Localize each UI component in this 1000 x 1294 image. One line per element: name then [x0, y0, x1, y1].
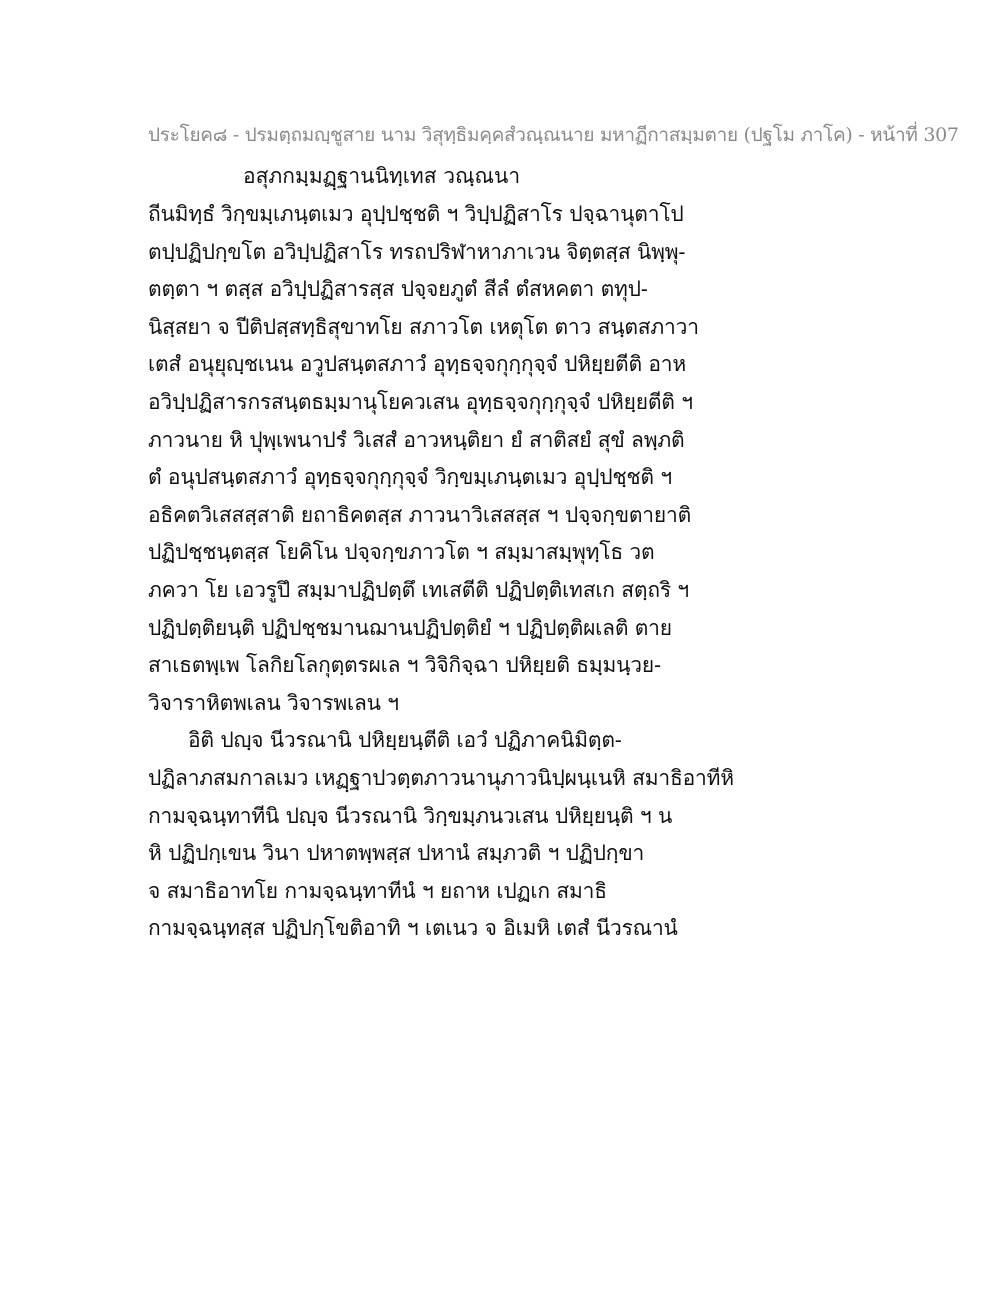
text-line: วิจาราหิตพเลน วิจารพเลน ฯ — [148, 690, 399, 715]
text-line: ปฏิปชฺชนฺตสฺส โยคิโน ปจฺจกฺขภาวโต ฯ สมฺมาสมฺพุทฺโธ วต — [148, 540, 655, 565]
text-line: ตตฺตา ฯ ตสฺส อวิปฺปฏิสารสฺส ปจฺจยภูตํ สีลํ ตํสหคตา ตทุป- — [148, 277, 648, 302]
running-header: ประโยค๘ - ปรมตฺถมญฺชูสาย นาม วิสุทฺธิมคฺคสํวณฺณนาย มหาฏีกาสมฺมตาย (ปฐโม ภาโค) - หน้าที่ 307 — [148, 124, 959, 146]
text-line: จ สมาธิอาทโย กามจฺฉนฺทาทีนํ ฯ ยถาห เปฏเก สมาธิ — [148, 878, 607, 903]
text-line: ถีนมิทฺธํ วิกฺขมฺเภนฺตเมว อุปฺปชฺชติ ฯ วิปฺปฏิสาโร ปจฺฉานุตาโป — [148, 202, 684, 226]
text-line: เตสํ อนุยุญฺชเนน อวูปสนฺตสภาวํ อุทฺธจฺจกุกฺกุจฺจํ ปหิยฺยตีติ อาห — [148, 352, 687, 377]
text-line: ภาวนาย หิ ปุพฺเพนาปรํ วิเสสํ อาวหนฺติยา ยํ สาติสยํ สุขํ ลพฺภติ — [148, 427, 685, 452]
text-line: สาเธตพฺเพ โลกิยโลกุตฺตรผเล ฯ วิจิกิจฺฉา ปหิยฺยติ ธมฺมนฺวย- — [148, 653, 661, 678]
text-line: กามจฺฉนฺทาทีนิ ปญฺจ นีวรณานิ วิกฺขมฺภนวเสน ปหิยฺยนฺติ ฯ น — [148, 803, 673, 828]
text-line: ตปฺปฏิปกฺขโต อวิปฺปฏิสาโร ทรถปริฬาหาภาเวน จิตฺตสฺส นิพฺพุ- — [148, 239, 686, 264]
body-text — [148, 200, 734, 952]
section-title: อสุภกมฺมฏฺฐานนิทฺเทส วณฺณนา — [243, 164, 521, 188]
text-line: ปฏิปตฺติยนฺติ ปฏิปชฺชมานฌานปฏิปตฺติยํ ฯ ปฏิปตฺติผเลติ ตาย — [148, 615, 672, 640]
text-line: ตํ อนุปสนฺตสภาวํ อุทฺธจฺจกุกฺกุจฺจํ วิกฺขมฺเภนฺตเมว อุปฺปชฺชติ ฯ — [148, 465, 672, 490]
text-line: ปฏิลาภสมกาลเมว เหฏฺฐาปวตฺตภาวนานุภาวนิปฺผนฺเนหิ สมาธิอาทีหิ — [148, 765, 734, 790]
text-line: อวิปฺปฏิสารกรสนฺตธมฺมานุโยควเสน อุทฺธจฺจกุกฺกุจฺจํ ปหิยฺยตีติ ฯ — [148, 389, 693, 414]
text-line: กามจฺฉนฺทสฺส ปฏิปกฺโขติอาทิ ฯ เตเนว จ อิเมหิ เตสํ นีวรณานํ — [148, 916, 678, 941]
paragraph-start-line: อิติ ปญฺจ นีวรณานิ ปหิยฺยนฺตีติ เอวํ ปฏิภาคนิมิตฺต- — [188, 728, 622, 753]
text-line: อธิคตวิเสสสฺสาติ ยถาธิคตสฺส ภาวนาวิเสสสฺส ฯ ปจฺจกฺขตายาติ — [148, 502, 692, 527]
text-line: นิสฺสยา จ ปีติปสฺสทฺธิสุขาทโย สภาวโต เหตุโต ตาว สนฺตสภาวา — [148, 314, 699, 339]
text-line: หิ ปฏิปกฺเขน วินา ปหาตพฺพสฺส ปหานํ สมฺภวติ ฯ ปฏิปกฺขา — [148, 841, 645, 866]
text-line: ภควา โย เอวรูปึ สมฺมาปฏิปตฺตึ เทเสตีติ ปฏิปตฺติเทสเก สตฺถริ ฯ — [148, 577, 690, 602]
